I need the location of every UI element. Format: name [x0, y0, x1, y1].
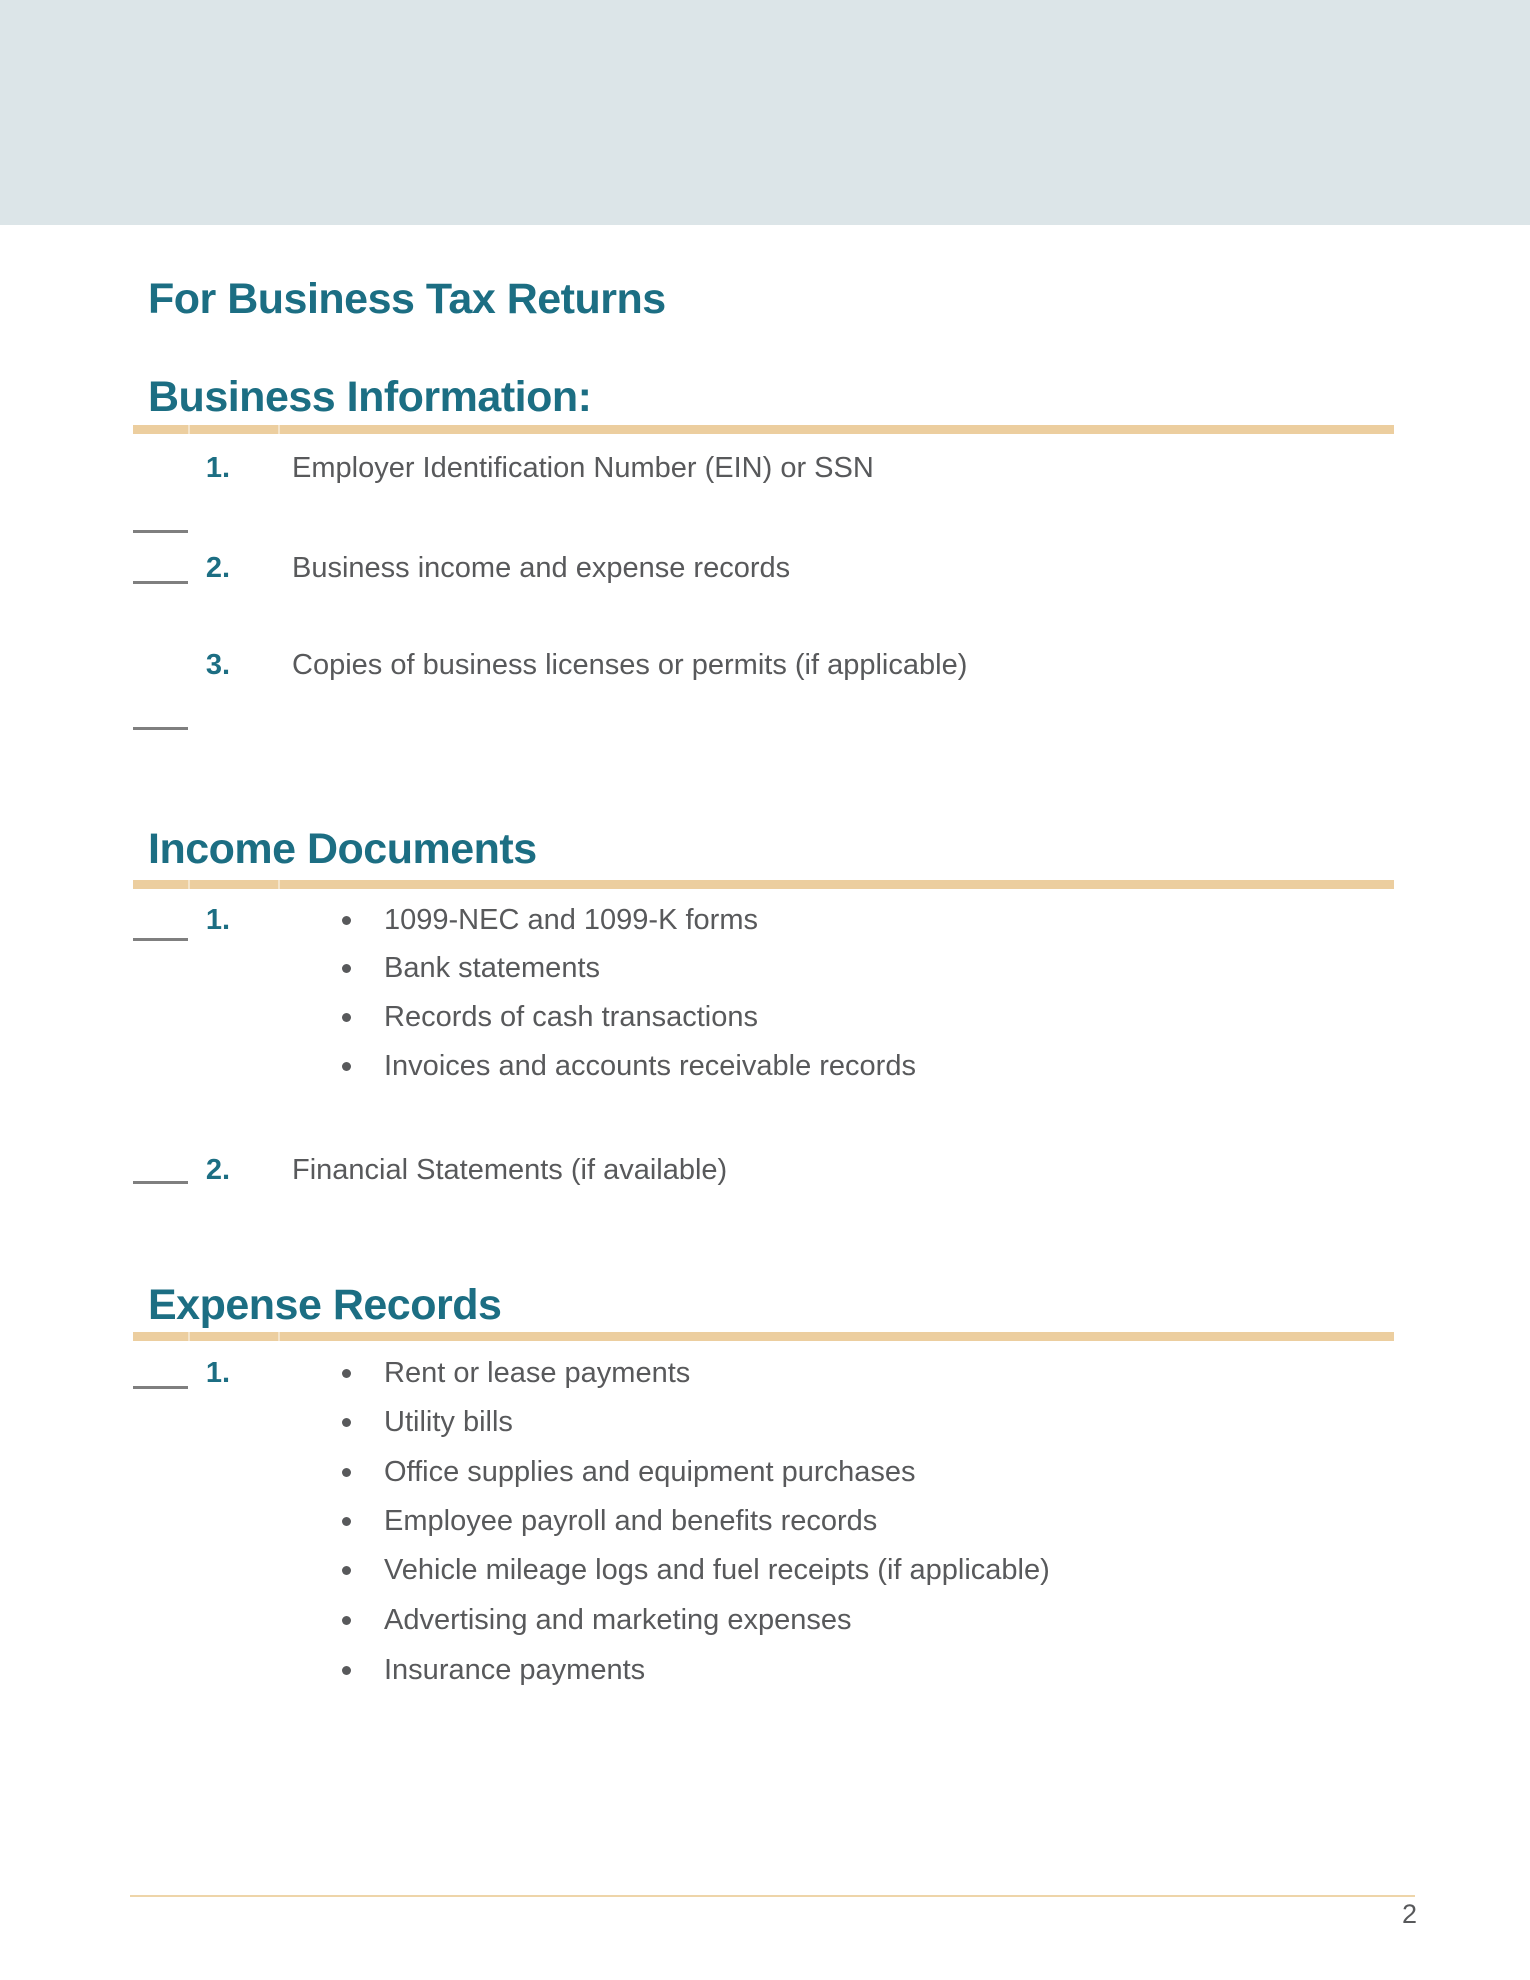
list-item: [342, 950, 600, 986]
rule-notch: [278, 1332, 280, 1341]
bullet-icon: [342, 1468, 351, 1477]
item-number: 2.: [205, 552, 230, 584]
bullet-icon: [342, 1013, 351, 1022]
bullet-icon: [342, 1666, 351, 1675]
section-rule: [133, 1332, 1394, 1341]
item-text: Financial Statements (if available): [292, 1154, 728, 1186]
list-item: [342, 1602, 851, 1638]
item-number: 1.: [205, 452, 230, 484]
list-item: [342, 1355, 690, 1391]
list-item: [342, 1048, 916, 1084]
item-text: Copies of business licenses or permits (if applicable): [292, 649, 968, 681]
bullet-text: Office supplies and equipment purchases: [384, 1456, 916, 1488]
item-text: Business income and expense records: [292, 552, 791, 584]
bullet-icon: [342, 1062, 351, 1071]
bullet-text: Insurance payments: [384, 1654, 646, 1686]
list-item: [342, 1454, 915, 1490]
section-rule: [133, 425, 1394, 434]
bullet-icon: [342, 964, 351, 973]
list-item: [342, 1503, 877, 1539]
header-band: [0, 0, 1530, 225]
rule-notch: [188, 1332, 190, 1341]
bullet-text: Bank statements: [384, 952, 600, 984]
list-item: [342, 999, 758, 1035]
section-heading-business-information: Business Information:: [148, 373, 592, 421]
bullet-text: Utility bills: [384, 1406, 513, 1438]
fill-in-blank-line: [133, 530, 188, 533]
rule-notch: [278, 425, 280, 434]
bullet-icon: [342, 1418, 351, 1427]
rule-notch: [188, 425, 190, 434]
item-number: 3.: [205, 649, 230, 681]
fill-in-blank-line: [133, 581, 188, 584]
bullet-text: Records of cash transactions: [384, 1001, 758, 1033]
bullet-icon: [342, 1369, 351, 1378]
bullet-text: Invoices and accounts receivable records: [384, 1050, 916, 1082]
fill-in-blank-line: [133, 938, 188, 941]
list-item: [342, 1404, 513, 1440]
item-number: 2.: [205, 1154, 230, 1186]
bullet-icon: [342, 916, 351, 925]
list-item: [342, 902, 758, 938]
list-item: [342, 1652, 645, 1688]
item-number: 1.: [205, 904, 230, 936]
bullet-icon: [342, 1517, 351, 1526]
list-item: [342, 1552, 1050, 1588]
page-number: 2: [1401, 1899, 1417, 1929]
bullet-icon: [342, 1616, 351, 1625]
fill-in-blank-line: [133, 1386, 188, 1389]
section-heading-expense-records: Expense Records: [148, 1281, 502, 1329]
bullet-text: Advertising and marketing expenses: [384, 1604, 852, 1636]
item-text: Employer Identification Number (EIN) or SSN: [292, 452, 874, 484]
fill-in-blank-line: [133, 1181, 188, 1184]
section-rule: [133, 880, 1394, 889]
page-title: For Business Tax Returns: [148, 275, 666, 323]
fill-in-blank-line: [133, 727, 188, 730]
bullet-text: 1099-NEC and 1099-K forms: [384, 904, 758, 936]
item-number: 1.: [205, 1357, 230, 1389]
footer-rule: [130, 1895, 1415, 1897]
bullet-icon: [342, 1566, 351, 1575]
bullet-text: Rent or lease payments: [384, 1357, 691, 1389]
rule-notch: [188, 880, 190, 889]
bullet-text: Employee payroll and benefits records: [384, 1505, 878, 1537]
section-heading-income-documents: Income Documents: [148, 825, 537, 873]
rule-notch: [278, 880, 280, 889]
bullet-text: Vehicle mileage logs and fuel receipts (if applicable): [384, 1554, 1050, 1586]
